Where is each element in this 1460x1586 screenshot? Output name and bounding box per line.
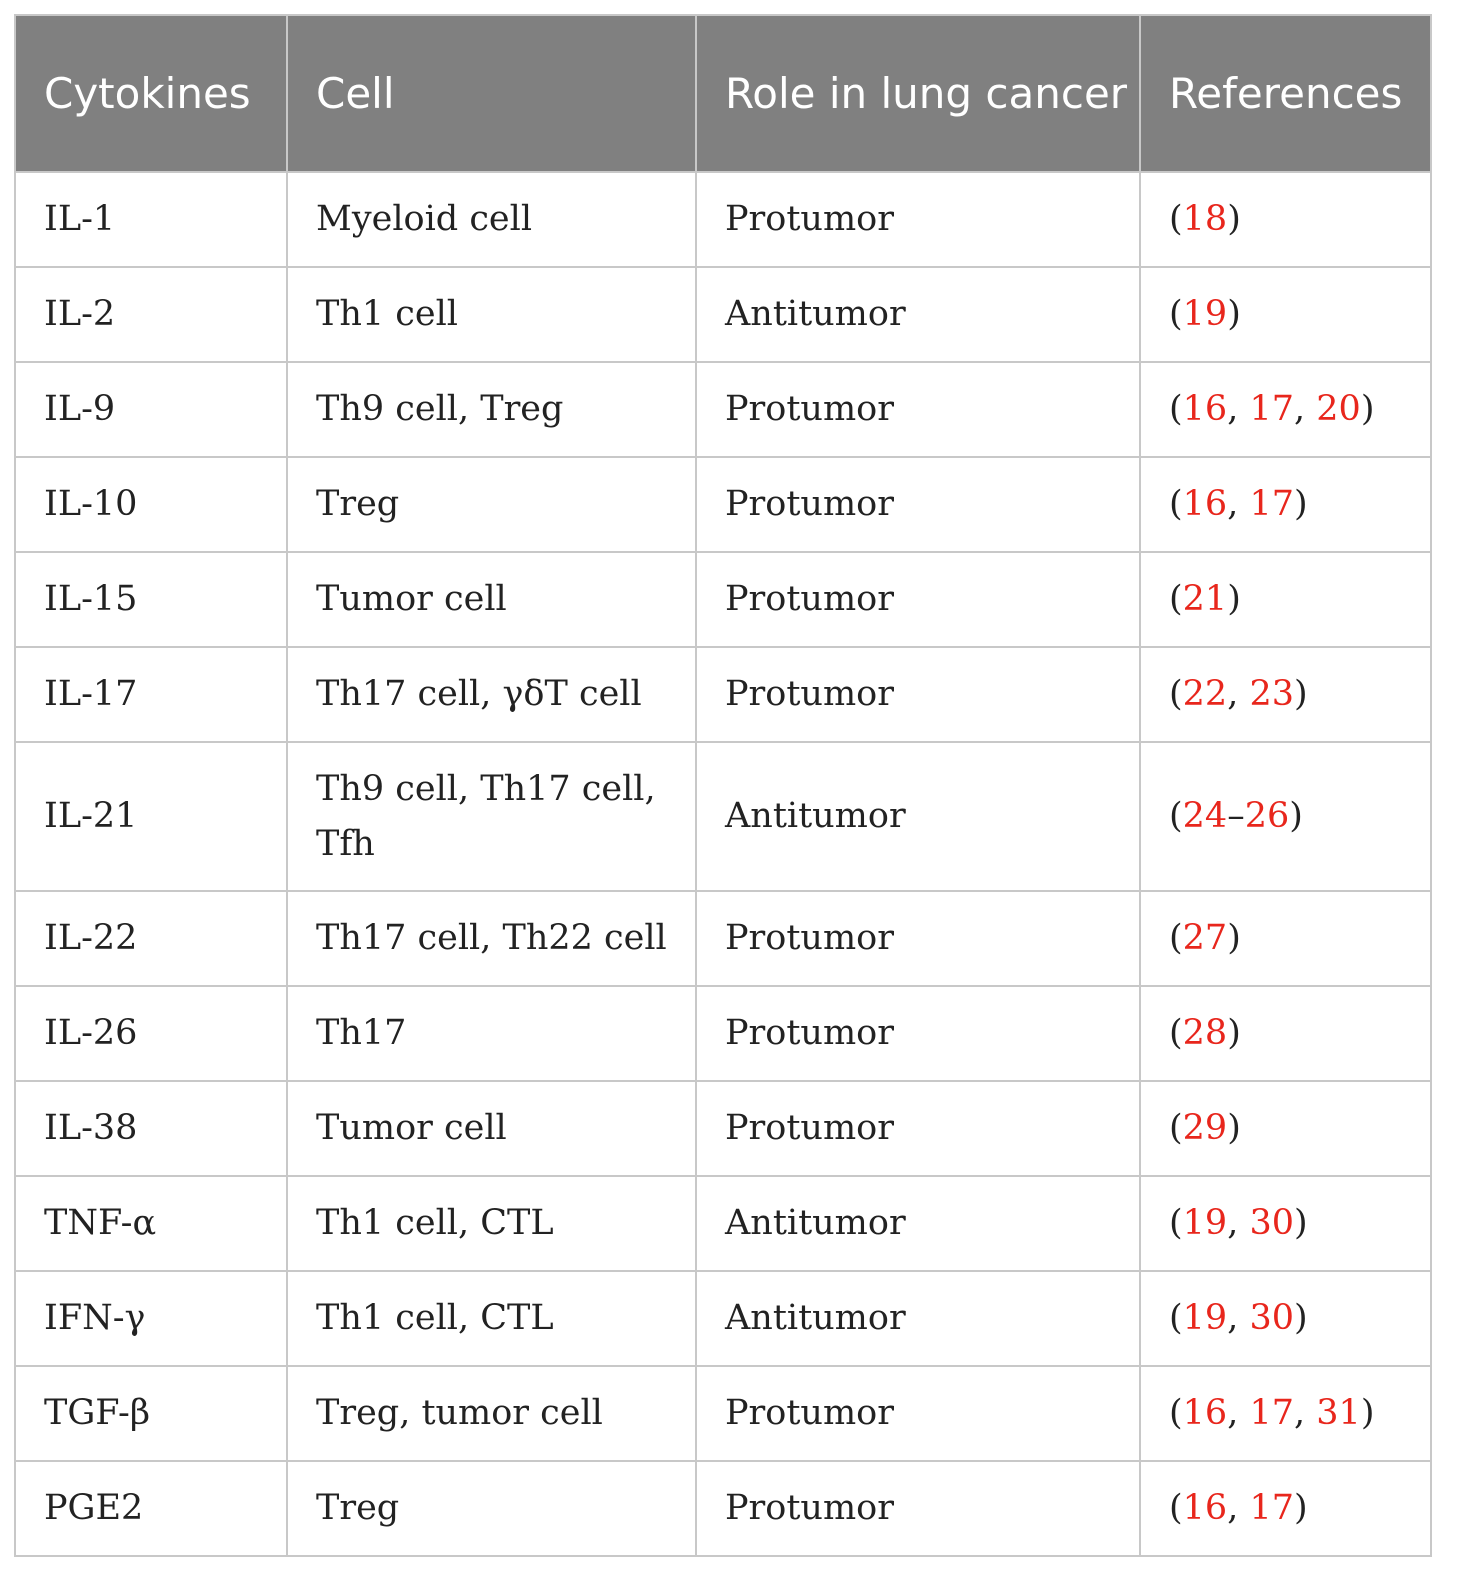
reference-separator: , [1227,1488,1250,1528]
references-cell [1140,552,1431,647]
cytokine-cell: IL-38 [15,1081,287,1176]
reference-link[interactable]: 16 [1182,1488,1228,1528]
reference-separator: , [1227,389,1250,429]
reference-link[interactable]: 22 [1182,674,1228,714]
cytokine-cell: IFN-γ [15,1271,287,1366]
table-row [15,647,1431,742]
cytokine-cell: IL-22 [15,891,287,986]
reference-link[interactable]: 19 [1182,1203,1228,1243]
table-row [15,172,1431,267]
table-row [15,1176,1431,1271]
cell-type-cell: Tumor cell [287,552,696,647]
references-cell [1140,1271,1431,1366]
cell-type-cell: Tumor cell [287,1081,696,1176]
reference-link[interactable]: 18 [1182,199,1228,239]
table-body [15,172,1431,1556]
reference-link[interactable]: 16 [1182,389,1228,429]
table-header [15,15,1431,172]
close-paren: ) [1227,918,1241,958]
references-cell [1140,1176,1431,1271]
open-paren: ( [1169,579,1183,619]
reference-separator: , [1294,389,1317,429]
table-row [15,1081,1431,1176]
reference-link[interactable]: 20 [1316,389,1361,429]
table-row [15,986,1431,1081]
role-cell: Protumor [696,647,1140,742]
close-paren: ) [1227,294,1241,334]
close-paren: ) [1294,1203,1308,1243]
reference-link[interactable]: 23 [1249,674,1295,714]
table-row [15,1271,1431,1366]
role-cell: Antitumor [696,1271,1140,1366]
reference-link[interactable]: 19 [1182,1298,1228,1338]
cell-type-cell: Th1 cell, CTL [287,1176,696,1271]
open-paren: ( [1169,199,1183,239]
cell-type-cell: Th9 cell, Treg [287,362,696,457]
cytokine-cell: PGE2 [15,1461,287,1556]
reference-separator: , [1227,1393,1250,1433]
close-paren: ) [1294,1488,1308,1528]
cell-type-cell: Th9 cell, Th17 cell, Tfh [287,742,696,891]
reference-link[interactable]: 19 [1182,294,1228,334]
role-cell: Protumor [696,1081,1140,1176]
close-paren: ) [1227,1108,1241,1148]
open-paren: ( [1169,1108,1183,1148]
reference-link[interactable]: 30 [1249,1203,1295,1243]
open-paren: ( [1169,796,1183,836]
references-cell [1140,1081,1431,1176]
reference-separator: , [1294,1393,1317,1433]
reference-link[interactable]: 26 [1244,796,1290,836]
reference-link[interactable]: 28 [1182,1013,1228,1053]
role-cell: Protumor [696,891,1140,986]
close-paren: ) [1227,1013,1241,1053]
role-cell: Protumor [696,986,1140,1081]
open-paren: ( [1169,1013,1183,1053]
cell-type-cell: Treg [287,1461,696,1556]
references-cell [1140,891,1431,986]
open-paren: ( [1169,294,1183,334]
references-cell [1140,986,1431,1081]
role-cell: Protumor [696,1366,1140,1461]
cytokine-cell: IL-9 [15,362,287,457]
role-cell: Protumor [696,362,1140,457]
role-cell: Protumor [696,1461,1140,1556]
reference-link[interactable]: 17 [1249,1393,1295,1433]
cytokine-cell: IL-26 [15,986,287,1081]
close-paren: ) [1294,1298,1308,1338]
cell-type-cell: Th17 cell, γδT cell [287,647,696,742]
cytokine-cell: TNF-α [15,1176,287,1271]
reference-separator: , [1227,484,1250,524]
close-paren: ) [1289,796,1303,836]
cytokine-cell: IL-15 [15,552,287,647]
table-row [15,1461,1431,1556]
reference-link[interactable]: 16 [1182,1393,1228,1433]
reference-separator: , [1227,1203,1250,1243]
cell-type-cell: Treg, tumor cell [287,1366,696,1461]
reference-link[interactable]: 31 [1316,1393,1361,1433]
table-row [15,457,1431,552]
open-paren: ( [1169,674,1183,714]
table-row [15,742,1431,891]
table-row [15,552,1431,647]
reference-link[interactable]: 17 [1249,484,1295,524]
header-references: References [1140,15,1431,172]
close-paren: ) [1360,389,1375,429]
table-row [15,891,1431,986]
reference-link[interactable]: 24 [1182,796,1228,836]
header-role-in-lung-cancer: Role in lung cancer [696,15,1140,172]
role-cell: Antitumor [696,742,1140,891]
open-paren: ( [1169,1298,1183,1338]
cytokines-table [14,14,1432,1557]
open-paren: ( [1169,484,1183,524]
close-paren: ) [1227,199,1241,239]
close-paren: ) [1294,674,1308,714]
reference-separator: – [1227,796,1245,836]
cytokine-cell: IL-17 [15,647,287,742]
reference-link[interactable]: 17 [1249,1488,1295,1528]
references-cell [1140,267,1431,362]
role-cell: Protumor [696,457,1140,552]
table-row [15,362,1431,457]
cell-type-cell: Th1 cell, CTL [287,1271,696,1366]
reference-separator: , [1227,674,1250,714]
cytokine-cell: IL-10 [15,457,287,552]
table-row [15,1366,1431,1461]
references-cell [1140,1366,1431,1461]
reference-link[interactable]: 17 [1249,389,1295,429]
cell-type-cell: Th17 [287,986,696,1081]
reference-link[interactable]: 30 [1249,1298,1295,1338]
open-paren: ( [1169,918,1183,958]
open-paren: ( [1169,389,1183,429]
close-paren: ) [1360,1393,1375,1433]
references-cell [1140,742,1431,891]
cytokine-cell: IL-2 [15,267,287,362]
reference-link[interactable]: 29 [1182,1108,1228,1148]
cytokine-cell: IL-1 [15,172,287,267]
cell-type-cell: Treg [287,457,696,552]
cell-type-cell: Myeloid cell [287,172,696,267]
role-cell: Antitumor [696,267,1140,362]
references-cell [1140,457,1431,552]
open-paren: ( [1169,1203,1183,1243]
references-cell [1140,172,1431,267]
table-row [15,267,1431,362]
role-cell: Protumor [696,172,1140,267]
reference-separator: , [1227,1298,1250,1338]
reference-link[interactable]: 27 [1182,918,1228,958]
header-cell: Cell [287,15,696,172]
close-paren: ) [1227,579,1241,619]
role-cell: Protumor [696,552,1140,647]
close-paren: ) [1294,484,1308,524]
role-cell: Antitumor [696,1176,1140,1271]
open-paren: ( [1169,1393,1183,1433]
references-cell [1140,1461,1431,1556]
open-paren: ( [1169,1488,1183,1528]
header-cytokines: Cytokines [15,15,287,172]
references-cell [1140,647,1431,742]
header-row [15,15,1431,172]
cell-type-cell: Th1 cell [287,267,696,362]
reference-link[interactable]: 21 [1182,579,1228,619]
cytokine-cell: IL-21 [15,742,287,891]
cytokine-cell: TGF-β [15,1366,287,1461]
cell-type-cell: Th17 cell, Th22 cell [287,891,696,986]
references-cell [1140,362,1431,457]
reference-link[interactable]: 16 [1182,484,1228,524]
